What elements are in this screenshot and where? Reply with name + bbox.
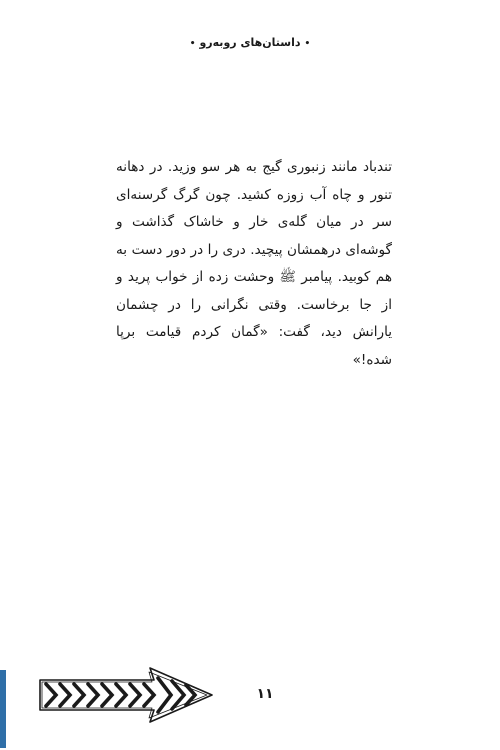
running-header [0, 36, 500, 49]
header-bullet-left: • [189, 39, 196, 49]
header-bullet-right: • [304, 39, 311, 49]
hand-drawn-arrow-icon [36, 664, 216, 726]
edge-stamp [0, 670, 6, 748]
body-paragraph: تندباد مانند زنبوری گیج به هر سو وزید. در دهانه تنور و چاه آب زوزه کشید. چون گرگ گرسنه‌ای سر در میان گله‌ی خار و خاشاک گذاشت و گوشه‌ای درهمشان پیچید. دری را در دور دست به هم کوبید. پیامبر ﷺ وحشت زده از خواب پرید و از جا برخاست. وقتی نگرانی را در چشمان یارانش دید، گفت: «گمان کردم قیامت برپا شده!» [116, 159, 392, 368]
header-title: داستان‌های روبه‌رو [199, 36, 301, 49]
page-number: ۱۱ [256, 686, 274, 702]
